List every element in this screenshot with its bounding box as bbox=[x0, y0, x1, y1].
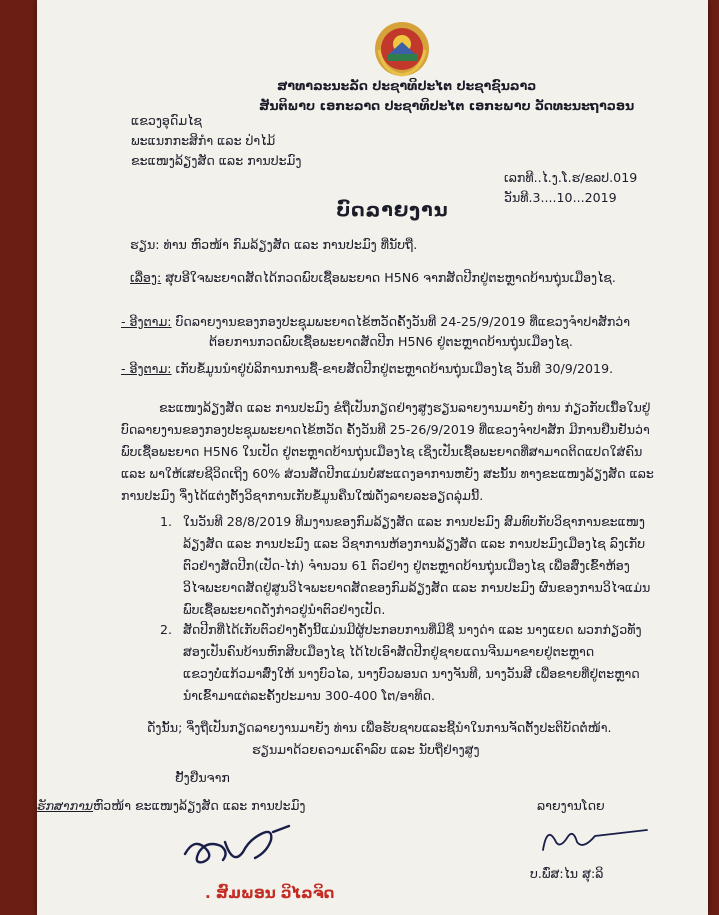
signature-right-icon bbox=[537, 820, 657, 860]
item-2-number: 2. bbox=[160, 622, 173, 637]
republic-title: ສາທາລະນະລັດ ປະຊາທິປະໄຕ ປະຊາຊົນລາວ bbox=[277, 78, 537, 93]
national-motto: ສັນຕິພາບ ເອກະລາດ ປະຊາທິປະໄຕ ເອກະພາບ ວັດທະນະຖາວອນ bbox=[259, 98, 635, 113]
body-line-4: ແລະ ພາໃຫ້ເສຍຊີວິດເຖິງ 60% ສ່ວນສັດປີກແມ່ນບໍ່ສະແດງອາການຫຍັງ ສະນັ້ນ ທາງຂະແໜງລ້ຽງສັດ ແລະ bbox=[121, 466, 654, 481]
body-line-2: ບົດລາຍງານຂອງກອງປະຊຸມພະຍາດໄຂ້ຫວັດ ຄັ້ງວັນທີ 25-26/9/2019 ທີ່ແຂວງຈຳປາສັກ ມີການຢືນຢັນວ່າ bbox=[121, 422, 650, 437]
reporter-name: ບ.ພົ່ສ:ໄນ ສຸ:ລິ bbox=[530, 866, 604, 881]
item-1-line-4: ວິໄຈພະຍາດສັດຢູ່ສູນວິໄຈພະຍາດສັດຂອງກົມລ້ຽງສັດ ແລະ ການປະມົງ ຜົນຂອງການວິໄຈແມ່ນ bbox=[183, 580, 651, 595]
sender-province: ແຂວງອຸດົມໄຊ bbox=[131, 113, 202, 128]
item-1-line-2: ລ້ຽງສັດ ແລະ ການປະມົງ ແລະ ວິຊາການຫ້ອງການລ້ຽງສັດ ແລະ ການປະມົງເມືອງໄຊ ລົງເກັບ bbox=[183, 536, 646, 551]
subject-line bbox=[130, 270, 616, 286]
acting-role-handwritten: ຮັກສາການ bbox=[37, 798, 93, 813]
document-date: ວັນທີ.3....10...2019 bbox=[504, 190, 617, 205]
reference-2-label: - ອີງຕາມ: bbox=[121, 361, 172, 376]
sender-department: ພະແນກກະສິກຳ ແລະ ປ່າໄມ້ bbox=[131, 133, 276, 148]
item-2-line-3: ແຂວງບໍ່ແກ້ວມາສົ່ງໃຫ້ ນາງບົວໄລ, ນາງບົວພອນດ ນາງຈັນທີ, ນາງວັນສີ ເພື່ອຂາຍທີ່ຢູ່ຕະຫຼາດ bbox=[183, 666, 640, 681]
signatory-role bbox=[37, 798, 305, 814]
reference-1-label: - ອີງຕາມ: bbox=[121, 314, 172, 329]
national-emblem-icon bbox=[373, 20, 431, 78]
reference-number: ເລກທີ..ໄ.ງ.ໂ.ຮ/ຂລປ.019 bbox=[504, 170, 638, 185]
item-1-line-1: ໃນວັນທີ 28/8/2019 ທີມງານຂອງກົມລ້ຽງສັດ ແລະ ການປະມົງ ສົມທົບກັບວິຊາການຂະແໜງ bbox=[183, 514, 645, 529]
closing-line-1: ດັ່ງນັ້ນ; ຈຶ່ງຖືເປັນກຽດລາຍງານມາຍັງ ທ່ານ ເພື່ອຮັບຊາບແລະຊີ້ນຳໃນການຈັດຕັ້ງປະຕິບັດຕໍ່ໜ້າ. bbox=[147, 720, 612, 735]
item-2-line-4: ນຳເຂົ້າມາແຕ່ລະຄັ້ງປະມານ 300-400 ໂຕ/ອາທິດ. bbox=[183, 688, 436, 703]
reference-1-line1: ບົດລາຍງານຂອງກອງປະຊຸມພະຍາດໄຂ້ຫວັດຄັ້ງວັນທີ 24-25/9/2019 ທີ່ແຂວງຈຳປາສັກວ່າ bbox=[171, 314, 631, 329]
reference-2 bbox=[121, 361, 613, 377]
reference-1 bbox=[121, 314, 630, 330]
body-line-1: ຂະແໜງລ້ຽງສັດ ແລະ ການປະມົງ ຂໍຖືເປັນກຽດຢ່າງສູງຮຽນລາຍງານມາຍັງ ທ່ານ ກ່ຽວກັບເນື້ອໃນຢູ່ bbox=[159, 400, 651, 415]
signatory-name: . ສົມພອນ ວິໄລຈິດ bbox=[205, 884, 335, 902]
item-2-line-2: ສອງເປັນຄົນບ້ານຫົກສິບເມືອງໄຊ ໄດ້ໄປເອົາສັດປີກຢູ່ຊາຍແດນຈີນມາຂາຍຢູ່ຕະຫຼາດ bbox=[183, 644, 595, 659]
reference-1-line2: ຕ້ອຍການກວດພົບເຊື້ອພະຍາດສັດປີກ H5N6 ຢູ່ຕະຫຼາດບ້ານຖຸ່ນເມືອງໄຊ. bbox=[209, 334, 573, 349]
reference-2-line1: ເກັບຂໍ້ມູນນຳຢູ່ບໍລິການການຊື້-ຂາຍສັດປີກຢູ່ຕະຫຼາດບ້ານຖຸ່ນເມືອງໄຊ ວັນທີ 30/9/2019. bbox=[171, 361, 614, 376]
body-line-3: ພົບເຊື້ອພະຍາດ H5N6 ໃນເປັດ ຢູ່ຕະຫຼາດບ້ານຖຸ່ນເມືອງໄຊ ເຊິ່ງເປັນເຊື້ອພະຍາດທີ່ສາມາດຕິດແປດໃສ່ຄົນ bbox=[121, 444, 643, 459]
item-1-number: 1. bbox=[160, 514, 173, 529]
certify-label: ຢັ້ງຢືນຈາກ bbox=[175, 770, 230, 785]
item-1-line-3: ຕົວຢ່າງສັດປີກ(ເປັດ-ໄກ່) ຈຳນວນ 61 ຕົວຢ່າງ ຢູ່ຕະຫຼາດບ້ານຖຸ່ນເມືອງໄຊ ເພື່ອສົ່ງເຂົ້າຫ້ອງ bbox=[183, 558, 630, 573]
addressee: ຮຽນ: ທ່ານ ຫົວໜ້າ ກົມລ້ຽງສັດ ແລະ ການປະມົງ ທີ່ນັບຖື. bbox=[130, 237, 418, 252]
body-line-5: ການປະມົງ ຈຶ່ງໄດ້ແຕ່ງຕັ້ງວິຊາການເກັບຂໍ້ມູນຄືນໃໝ່ດັ່ງລາຍລະອຽດລຸ່ມນີ້. bbox=[121, 488, 484, 503]
document-title: ບົດລາຍງານ bbox=[336, 199, 449, 221]
reported-by-label: ລາຍງານໂດຍ bbox=[537, 798, 605, 813]
sender-section: ຂະແໜງລ້ຽງສັດ ແລະ ການປະມົງ bbox=[131, 153, 302, 168]
subject-text: ສຸບອີໃຈພະຍາດສັດໄດ້ກວດພົບເຊື້ອພະຍາດ H5N6 ຈາກສັດປີກຢູ່ຕະຫຼາດບ້ານຖຸ່ນເມືອງໄຊ. bbox=[161, 270, 616, 285]
item-1-line-5: ພົບເຊື້ອພະຍາດດັ່ງກ່າວຢູ່ນຳຕົວຢ່າງເປັດ. bbox=[183, 602, 386, 617]
subject-label: ເລື່ອງ: bbox=[130, 270, 162, 285]
document-page bbox=[37, 0, 708, 915]
signature-left-icon bbox=[177, 822, 307, 874]
closing-line-2: ຮຽນມາດ້ວຍຄວາມເຄົາລົບ ແລະ ນັບຖືຢ່າງສູງ bbox=[252, 742, 480, 757]
item-2-line-1: ສັດປີກທີ່ໄດ້ເກັບຕົວຢ່າງຄັ້ງນີ້ແມ່ນມີຜູ້ປະກອບການທີ່ມີຊື່ ນາງດ່າ ແລະ ນາງແຍດ ພວກກ່ຽວທັງ bbox=[183, 622, 642, 637]
signatory-role-text: ຫົວໜ້າ ຂະແໜງລ້ຽງສັດ ແລະ ການປະມົງ bbox=[93, 798, 306, 813]
